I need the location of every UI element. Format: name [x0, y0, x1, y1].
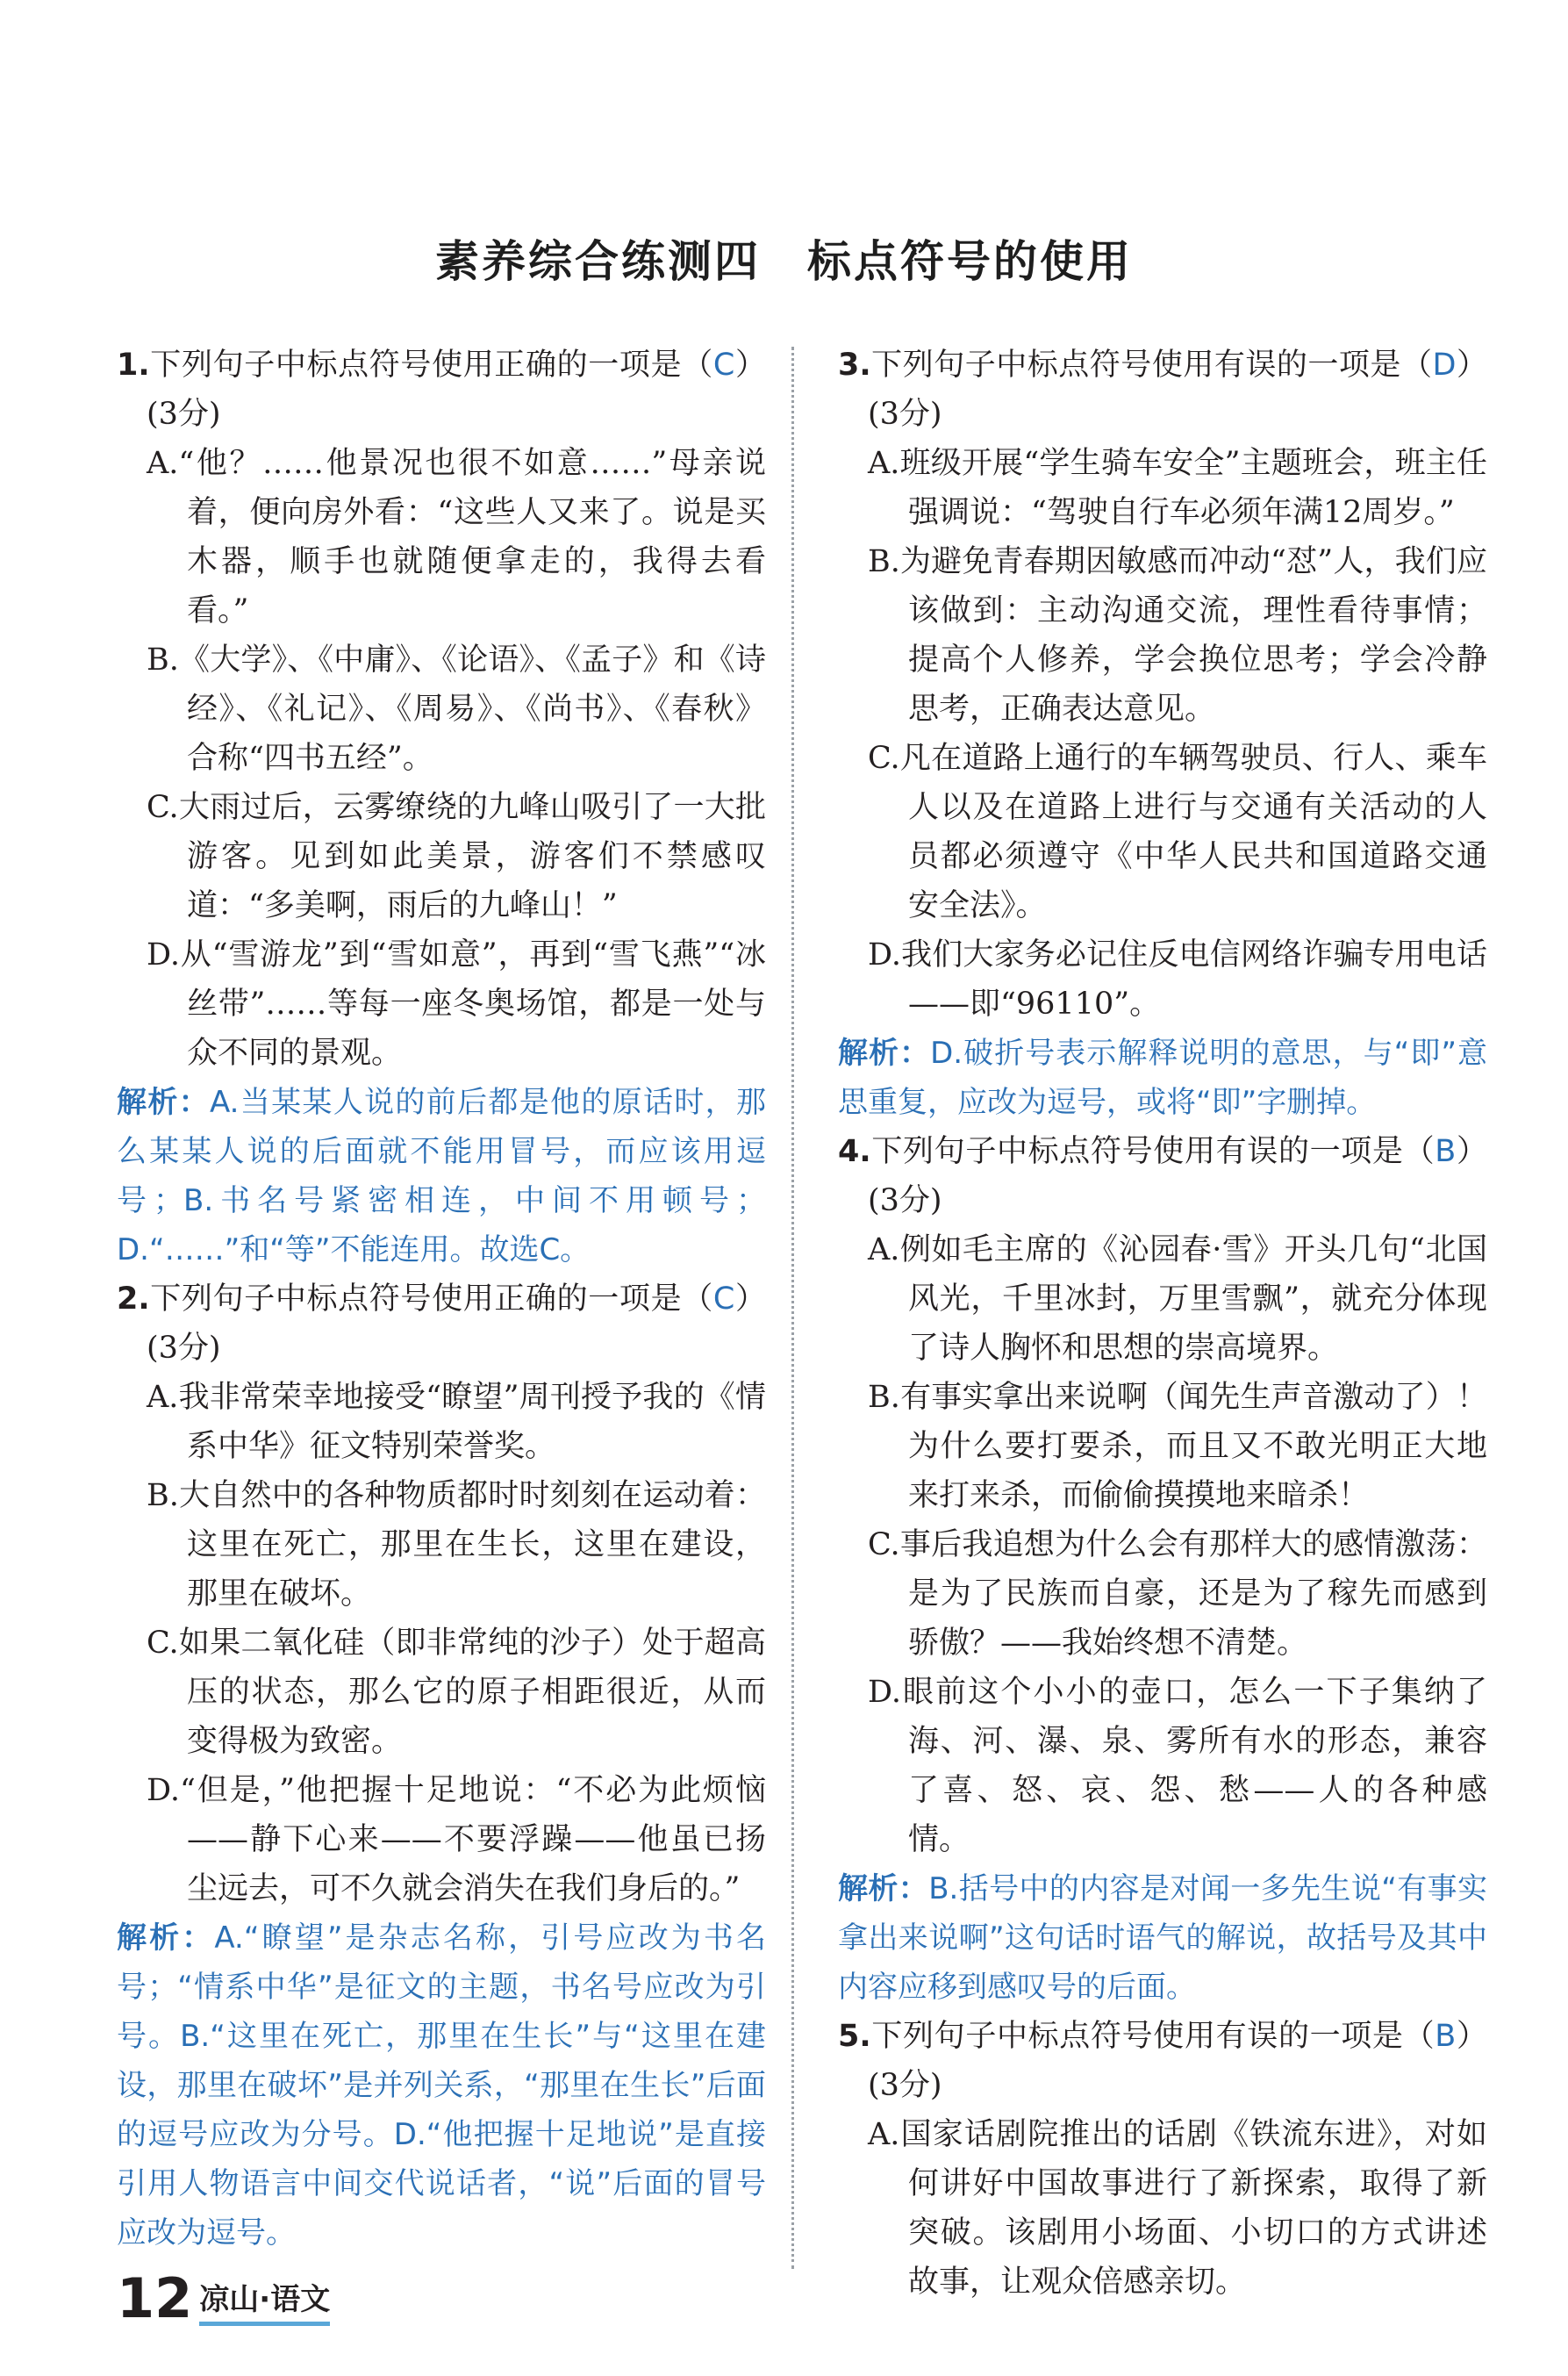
stem-text: 下列句子中标点符号使用有误的一项是: [870, 348, 1401, 383]
option-c: C.凡在道路上通行的车辆驾驶员、行人、乘车人以及在道路上进行与交通有关活动的人员都必须遵守《中华人民共和国道路交通安全法》。: [868, 741, 1487, 923]
score-label: ）(3分): [147, 1281, 766, 1366]
question-number: 4.: [838, 1134, 871, 1169]
option-d: D.我们大家务必记住反电信网络诈骗专用电话——即“96110”。: [868, 937, 1487, 1022]
option-b: B.有事实拿出来说啊（闻先生声音激动了）！为什么要打要杀，而且又不敢光明正大地来打来杀，而偷偷摸摸地来暗杀！: [868, 1380, 1487, 1513]
option-b: B.大自然中的各种物质都时时刻刻在运动着：这里在死亡，那里在生长，这里在建设，那里在破坏。: [147, 1478, 766, 1612]
option-d: D.“但是，”他把握十足地说：“不必为此烦恼——静下心来——不要浮躁——他虽已扬尘远去，可不久就会消失在我们身后的。”: [147, 1773, 766, 1906]
option-c: C.大雨过后，云雾缭绕的九峰山吸引了一大批游客。见到如此美景，游客们不禁感叹道：“多美啊，雨后的九峰山！”: [147, 790, 766, 923]
score-label: ）(3分): [868, 348, 1487, 432]
answer-bracket: （: [682, 1281, 713, 1317]
question-stem: [117, 1274, 766, 1373]
option-c: C.如果二氧化硅（即非常纯的沙子）处于超高压的状态，那么它的原子相距很近，从而变得极为致密。: [147, 1626, 766, 1759]
answer-letter: C: [712, 348, 735, 383]
question-number: 5.: [838, 2019, 871, 2054]
explanation-text: D.破折号表示解释说明的意思，与“即”意思重复，应改为逗号，或将“即”字删掉。: [838, 1036, 1488, 1120]
stem-text: 下列句子中标点符号使用正确的一项是: [149, 1281, 683, 1317]
explanation-text: A.“瞭望”是杂志名称，引号应改为书名号；“情系中华”是征文的主题，书名号应改为引号。B.“这里在死亡，那里在生长”与“这里在建设，那里在破坏”是并列关系，“那里在生长”后面的逗号应改为分号。D.“他把握十足地说”是直接引用人物语言中间交代说话者，“说”后面的冒号应改为逗号。: [117, 1920, 767, 2250]
question-number: 3.: [838, 348, 871, 383]
option-a: A.班级开展“学生骑车安全”主题班会，班主任强调说：“驾驶自行车必须年满12周岁。”: [868, 446, 1487, 530]
question-1: [117, 341, 766, 1274]
page-footer: [117, 2266, 331, 2330]
answer-bracket: （: [1400, 348, 1433, 383]
question-stem: [838, 2012, 1487, 2110]
answer-bracket: （: [1403, 1134, 1436, 1169]
explanation: [117, 1913, 766, 2258]
question-stem: [838, 341, 1487, 439]
question-stem: [838, 1127, 1487, 1225]
question-4: [838, 1127, 1487, 2012]
answer-letter: D: [1432, 348, 1457, 383]
question-number: 2.: [117, 1281, 150, 1317]
page-title: 素养综合练测四 标点符号的使用: [435, 236, 1133, 287]
question-5: [838, 2012, 1487, 2307]
question-stem: [117, 341, 766, 439]
explanation: [117, 1078, 766, 1274]
explanation-label: 解析：: [117, 1920, 215, 1956]
page-number: 12: [117, 2266, 193, 2330]
explanation-label: 解析：: [838, 1036, 931, 1071]
stem-text: 下列句子中标点符号使用有误的一项是: [870, 2019, 1404, 2054]
question-2: [117, 1274, 766, 2258]
answer-letter: B: [1435, 2019, 1457, 2054]
score-label: ）(3分): [868, 2019, 1487, 2103]
option-d: D.从“雪游龙”到“雪如意”，再到“雪飞燕”“冰丝带”……等每一座冬奥场馆，都是一处与众不同的景观。: [147, 937, 766, 1071]
column-divider: [791, 347, 794, 2269]
explanation: [838, 1864, 1487, 2012]
option-a: A.我非常荣幸地接受“瞭望”周刊授予我的《情系中华》征文特别荣誉奖。: [147, 1380, 766, 1464]
option-b: B.《大学》、《中庸》、《论语》、《孟子》和《诗经》、《礼记》、《周易》、《尚书》、《春秋》合称“四书五经”。: [147, 642, 766, 776]
explanation-label: 解析：: [117, 1085, 210, 1120]
option-b: B.为避免青春期因敏感而冲动“怼”人，我们应该做到：主动沟通交流，理性看待事情；提高个人修养，学会换位思考；学会冷静思考，正确表达意见。: [868, 544, 1487, 727]
explanation: [838, 1029, 1487, 1127]
right-column: [838, 341, 1487, 2307]
stem-text: 下列句子中标点符号使用有误的一项是: [870, 1134, 1404, 1169]
score-label: ）(3分): [147, 348, 766, 432]
option-d: D.眼前这个小小的壶口，怎么一下子集纳了海、河、瀑、泉、雾所有水的形态，兼容了喜、怒、哀、怨、愁——人的各种感情。: [868, 1675, 1487, 1857]
explanation-text: A.当某某人说的前后都是他的原话时，那么某某人说的后面就不能用冒号，而应该用逗号；B.书名号紧密相连，中间不用顿号；D.“……”和“等”不能连用。故选C。: [117, 1085, 767, 1267]
answer-letter: B: [1435, 1134, 1457, 1169]
option-a: A.例如毛主席的《沁园春·雪》开头几句“北国风光，千里冰封，万里雪飘”，就充分体现了诗人胸怀和思想的崇高境界。: [868, 1232, 1487, 1366]
explanation-label: 解析：: [838, 1871, 929, 1906]
explanation-text: B.括号中的内容是对闻一多先生说“有事实拿出来说啊”这句话时语气的解说，故括号及其中内容应移到感叹号的后面。: [838, 1871, 1488, 2005]
answer-bracket: （: [682, 348, 713, 383]
question-number: 1.: [117, 348, 150, 383]
answer-letter: C: [712, 1281, 735, 1317]
question-3: [838, 341, 1487, 1127]
option-a: A.“他？……他景况也很不如意……”母亲说着，便向房外看：“这些人又来了。说是买木器，顺手也就随便拿走的，我得去看看。”: [147, 446, 766, 628]
answer-bracket: （: [1403, 2019, 1436, 2054]
left-column: [117, 341, 766, 2258]
footer-label: 凉山·语文: [199, 2275, 330, 2326]
option-c: C.事后我追想为什么会有那样大的感情激荡：是为了民族而自豪，还是为了稼先而感到骄傲？——我始终想不清楚。: [868, 1527, 1487, 1661]
stem-text: 下列句子中标点符号使用正确的一项是: [149, 348, 683, 383]
option-a: A.国家话剧院推出的话剧《铁流东进》，对如何讲好中国故事进行了新探索，取得了新突破。该剧用小场面、小切口的方式讲述故事，让观众倍感亲切。: [868, 2117, 1487, 2300]
score-label: ）(3分): [868, 1134, 1487, 1218]
